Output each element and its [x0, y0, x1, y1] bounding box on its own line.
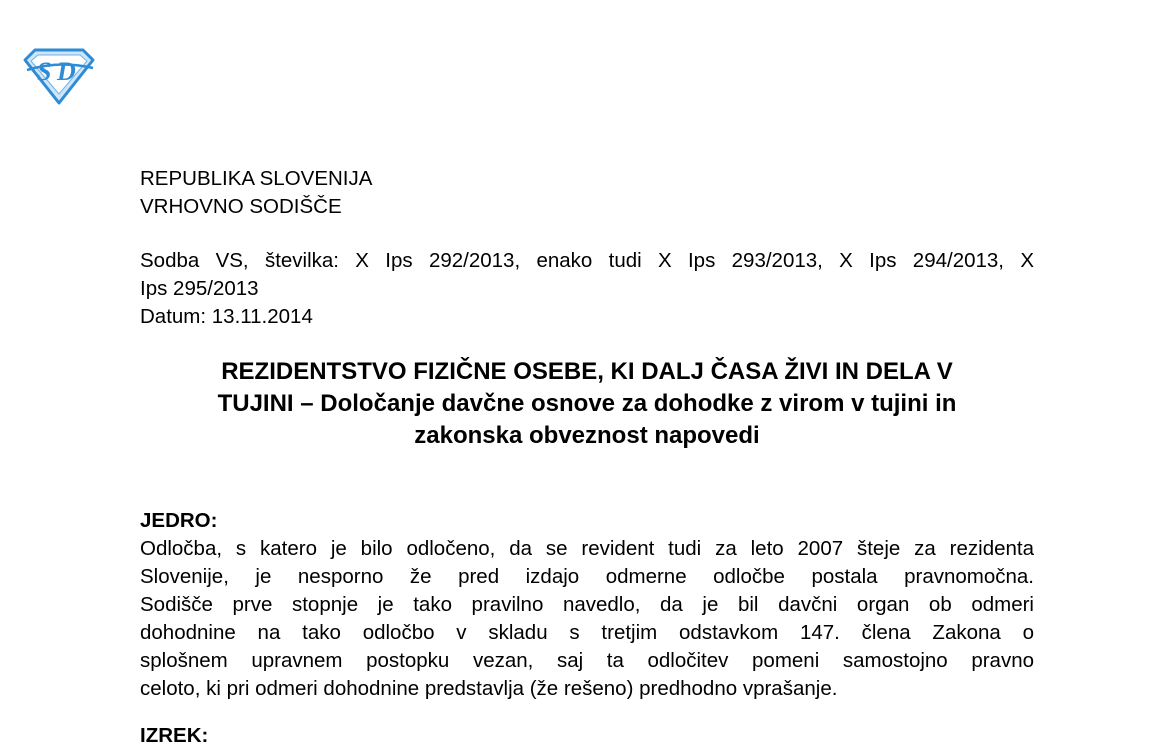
case-number-continuation: Ips 295/2013: [140, 277, 259, 300]
jedro-line: Sodišče prve stopnje je tako pravilno navedlo, da je bil davčni organ ob odmeri: [140, 593, 1034, 616]
sd-logo-icon: [21, 46, 97, 106]
jedro-label: JEDRO:: [140, 509, 218, 532]
jedro-line: celoto, ki pri odmeri dohodnine predstavlja (že rešeno) predhodno vprašanje.: [140, 677, 838, 700]
svg-text:S: S: [37, 57, 52, 86]
case-date: Datum: 13.11.2014: [140, 305, 313, 328]
case-number-line: Sodba VS, številka: X Ips 292/2013, enako tudi X Ips 293/2013, X Ips 294/2013, X: [140, 249, 1034, 272]
title-line-2: TUJINI – Določanje davčne osnove za dohodke z virom v tujini in: [217, 390, 957, 417]
izrek-label: IZREK:: [140, 724, 209, 747]
jedro-line: Odločba, s katero je bilo odločeno, da se revident tudi za leto 2007 šteje za rezidenta: [140, 537, 1034, 560]
title-line-1: REZIDENTSTVO FIZIČNE OSEBE, KI DALJ ČASA ŽIVI IN DELA V: [221, 358, 953, 385]
document-title: [140, 356, 1034, 452]
country-name: REPUBLIKA SLOVENIJA: [140, 167, 373, 190]
court-name: VRHOVNO SODIŠČE: [140, 195, 342, 218]
jedro-line: Slovenije, je nesporno že pred izdajo odmerne odločbe postala pravnomočna.: [140, 565, 1034, 588]
svg-text:D: D: [57, 57, 76, 86]
jedro-line: splošnem upravnem postopku vezan, saj ta odločitev pomeni samostojno pravno: [140, 649, 1034, 672]
title-line-3: zakonska obveznost napovedi: [414, 422, 760, 449]
jedro-line: dohodnine na tako odločbo v skladu s tretjim odstavkom 147. člena Zakona o: [140, 621, 1034, 644]
